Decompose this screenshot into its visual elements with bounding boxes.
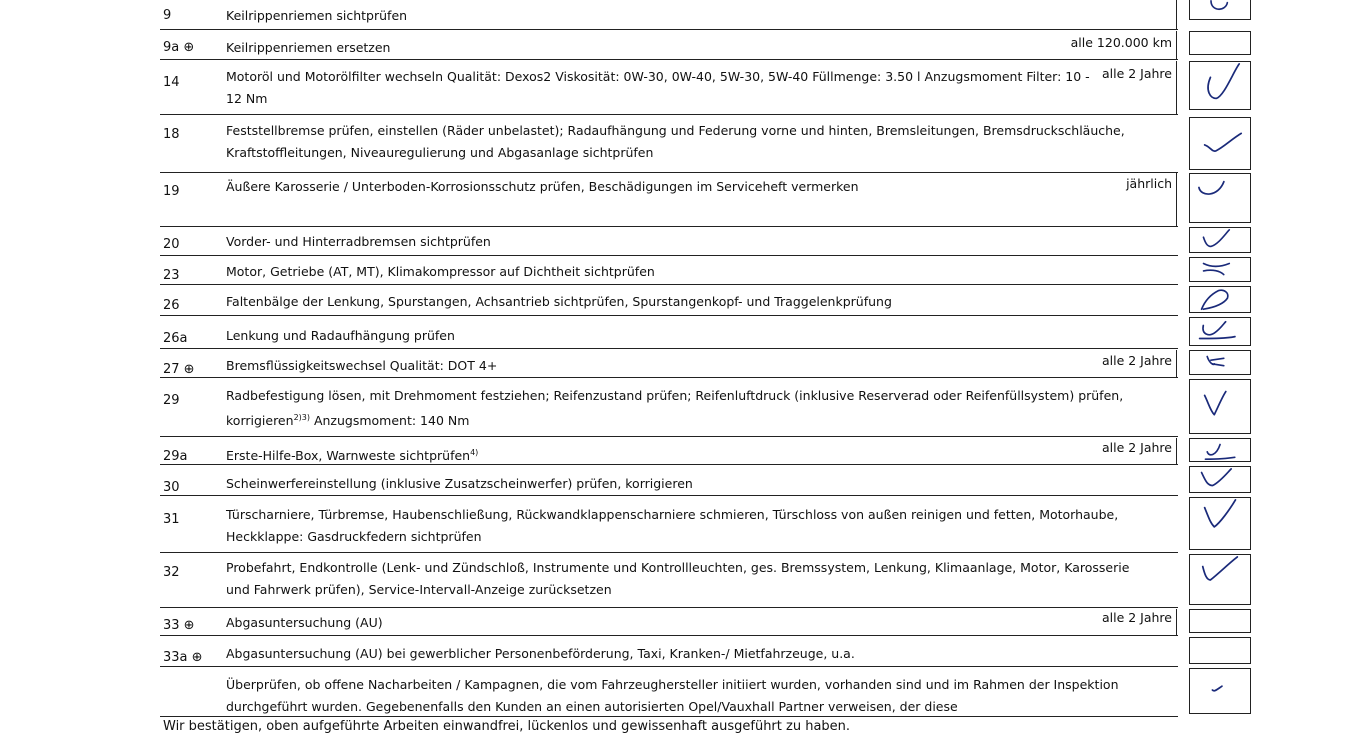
check-mark-icon bbox=[1190, 351, 1252, 374]
row-description: Feststellbremse prüfen, einstellen (Räder unbelastet); Radaufhängung und Federung vorne und hinten, Bremsleitungen, Bremsdruckschläuche, Kraftstoffleitungen, Niveauregulierung und Abgasanlage sichtprüfen bbox=[226, 123, 1125, 160]
checkbox-cell[interactable] bbox=[1189, 173, 1251, 223]
row-divider bbox=[160, 284, 1178, 285]
checkbox-cell[interactable] bbox=[1189, 668, 1251, 714]
row-divider bbox=[160, 348, 1178, 349]
check-mark-icon bbox=[1190, 258, 1252, 281]
row-divider bbox=[160, 552, 1178, 553]
check-mark-icon bbox=[1190, 287, 1252, 312]
row-number: 26a bbox=[163, 331, 188, 346]
row-description-text: Erste-Hilfe-Box, Warnweste sichtprüfen bbox=[226, 448, 471, 464]
checkbox-cell[interactable] bbox=[1189, 497, 1251, 550]
row-description: Abgasuntersuchung (AU) bbox=[226, 615, 383, 630]
row-divider bbox=[160, 377, 1178, 378]
row-description: Äußere Karosserie / Unterboden-Korrosionsschutz prüfen, Beschädigungen im Serviceheft vermerken bbox=[226, 179, 859, 194]
row-description: Keilrippenriemen ersetzen bbox=[226, 40, 391, 55]
row-number: 33a ⊕ bbox=[163, 650, 203, 665]
row-description: Vorder- und Hinterradbremsen sichtprüfen bbox=[226, 234, 491, 249]
row-divider bbox=[1176, 438, 1177, 464]
row-number: 23 bbox=[163, 268, 180, 283]
row-number: 29 bbox=[163, 393, 180, 408]
row-number: 20 bbox=[163, 237, 180, 252]
row-number: 27 ⊕ bbox=[163, 362, 195, 377]
checkbox-cell[interactable] bbox=[1189, 317, 1251, 346]
row-number: 9a ⊕ bbox=[163, 40, 195, 55]
checkbox-cell[interactable] bbox=[1189, 609, 1251, 633]
confirmation-statement: Wir bestätigen, oben aufgeführte Arbeiten einwandfrei, lückenlos und gewissenhaft ausgeführt zu haben. bbox=[163, 719, 851, 734]
row-description-text: Radbefestigung lösen, mit Drehmoment festziehen; Reifenzustand prüfen; Reifenluftdruck (inklusive Reserverad oder Reifenfüllsystem) prüfen, korrigieren bbox=[226, 388, 1124, 429]
row-divider bbox=[160, 607, 1178, 608]
row-divider bbox=[160, 666, 1178, 667]
row-number: 14 bbox=[163, 75, 180, 90]
checkbox-cell[interactable] bbox=[1189, 554, 1251, 605]
row-number: 30 bbox=[163, 480, 180, 495]
row-divider bbox=[160, 29, 1178, 30]
row-description: Abgasuntersuchung (AU) bei gewerblicher Personenbeförderung, Taxi, Kranken-/ Mietfahrzeuge, u.a. bbox=[226, 646, 855, 661]
row-divider bbox=[160, 495, 1178, 496]
row-divider bbox=[1176, 61, 1177, 114]
row-divider bbox=[1176, 173, 1177, 226]
row-description: Überprüfen, ob offene Nacharbeiten / Kampagnen, die vom Fahrzeughersteller initiiert wurden, vorhanden sind und im Rahmen der Inspektion durchgeführt wurden. Gegebenenfalls den Kunden an einen autorisierten Opel/Vauxhall Partner verweisen, der diese bbox=[226, 677, 1119, 714]
checkbox-cell[interactable] bbox=[1189, 61, 1251, 110]
checkbox-cell[interactable] bbox=[1189, 117, 1251, 170]
checkbox-cell[interactable] bbox=[1189, 286, 1251, 313]
row-divider bbox=[1176, 609, 1177, 635]
row-description: Lenkung und Radaufhängung prüfen bbox=[226, 328, 455, 343]
row-interval: alle 2 Jahre bbox=[1101, 440, 1172, 455]
row-description: Bremsflüssigkeitswechsel Qualität: DOT 4+ bbox=[226, 358, 498, 373]
check-mark-icon bbox=[1190, 62, 1252, 109]
checkbox-cell[interactable] bbox=[1189, 379, 1251, 434]
row-number: 33 ⊕ bbox=[163, 618, 195, 633]
footnote-ref: 4) bbox=[470, 448, 479, 457]
checkbox-cell[interactable] bbox=[1189, 350, 1251, 375]
row-number: 26 bbox=[163, 298, 180, 313]
check-mark-icon bbox=[1190, 228, 1252, 252]
row-divider bbox=[160, 255, 1178, 256]
row-description: Scheinwerfereinstellung (inklusive Zusatzscheinwerfer) prüfen, korrigieren bbox=[226, 476, 693, 491]
checkbox-cell[interactable] bbox=[1189, 0, 1251, 20]
row-description: Motoröl und Motorölfilter wechseln Qualität: Dexos2 Viskosität: 0W-30, 0W-40, 5W-30, 5W-40 Füllmenge: 3.50 l Anzugsmoment Filter: 10 - 12 Nm bbox=[226, 69, 1090, 106]
checkbox-cell[interactable] bbox=[1189, 637, 1251, 664]
row-description: Türscharniere, Türbremse, Haubenschließung, Rückwandklappenscharniere schmieren, Türschloss von außen reinigen und fetten, Motorhaube, Heckklappe: Gasdruckfedern sichtprüfen bbox=[226, 507, 1119, 544]
checkbox-cell[interactable] bbox=[1189, 31, 1251, 55]
check-mark-icon bbox=[1190, 669, 1252, 713]
row-description: Keilrippenriemen sichtprüfen bbox=[226, 8, 408, 23]
row-divider bbox=[1176, 31, 1177, 59]
row-divider bbox=[160, 635, 1178, 636]
check-mark-icon bbox=[1190, 380, 1252, 433]
row-interval: alle 2 Jahre bbox=[1101, 353, 1172, 368]
row-description: Probefahrt, Endkontrolle (Lenk- und Zündschloß, Instrumente und Kontrollleuchten, ges. Bremssystem, Lenkung, Klimaanlage, Motor, Karosserie und Fahrwerk prüfen), Service-Intervall-Anzeige zurücksetzen bbox=[226, 560, 1130, 597]
row-number: 19 bbox=[163, 184, 180, 199]
check-mark-icon bbox=[1190, 318, 1252, 345]
row-divider bbox=[160, 59, 1178, 60]
row-number: 29a bbox=[163, 449, 188, 464]
row-number: 32 bbox=[163, 565, 180, 580]
row-description: Faltenbälge der Lenkung, Spurstangen, Achsantrieb sichtprüfen, Spurstangenkopf- und Traggelenkprüfung bbox=[226, 294, 892, 309]
check-mark-icon bbox=[1190, 118, 1252, 169]
row-divider bbox=[160, 315, 1178, 316]
checkbox-cell[interactable] bbox=[1189, 227, 1251, 253]
checkbox-cell[interactable] bbox=[1189, 438, 1251, 462]
row-interval: alle 2 Jahre bbox=[1101, 610, 1172, 625]
row-divider bbox=[160, 436, 1178, 437]
row-divider bbox=[160, 464, 1178, 465]
row-description: Motor, Getriebe (AT, MT), Klimakompressor auf Dichtheit sichtprüfen bbox=[226, 264, 655, 279]
check-mark-icon bbox=[1190, 174, 1252, 222]
row-divider bbox=[160, 716, 1178, 717]
check-mark-icon bbox=[1190, 0, 1252, 19]
footnote-ref: 2)3) bbox=[293, 413, 310, 422]
check-mark-icon bbox=[1190, 498, 1252, 549]
row-divider bbox=[160, 172, 1178, 173]
row-interval: jährlich bbox=[1126, 176, 1172, 191]
row-divider bbox=[1176, 0, 1177, 29]
row-description bbox=[226, 385, 1156, 432]
row-interval: alle 120.000 km bbox=[1070, 35, 1172, 50]
row-description-tail: Anzugsmoment: 140 Nm bbox=[309, 413, 470, 429]
row-divider bbox=[1176, 350, 1177, 377]
check-mark-icon bbox=[1190, 555, 1252, 604]
check-mark-icon bbox=[1190, 467, 1252, 492]
row-number: 31 bbox=[163, 512, 180, 527]
row-interval: alle 2 Jahre bbox=[1101, 66, 1172, 81]
checkbox-cell[interactable] bbox=[1189, 466, 1251, 493]
row-number: 18 bbox=[163, 127, 180, 142]
check-mark-icon bbox=[1190, 439, 1252, 461]
row-divider bbox=[160, 114, 1178, 115]
row-number: 9 bbox=[163, 8, 172, 23]
row-divider bbox=[160, 226, 1178, 227]
checkbox-cell[interactable] bbox=[1189, 257, 1251, 282]
